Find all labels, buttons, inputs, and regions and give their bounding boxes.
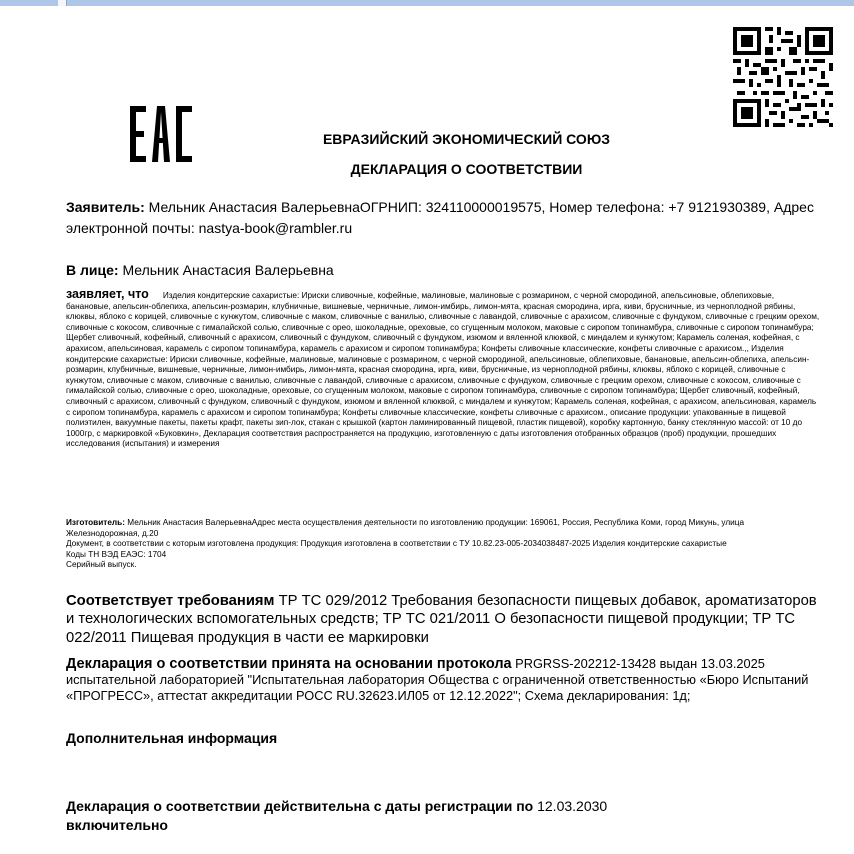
requirements-section bbox=[66, 592, 820, 647]
eac-logo bbox=[130, 106, 194, 162]
representative-text: Мельник Анастасия Валерьевна bbox=[118, 262, 334, 278]
declaration-section bbox=[66, 289, 820, 450]
window-tab[interactable] bbox=[58, 0, 67, 6]
manufacturer-section bbox=[66, 518, 820, 571]
validity-suffix: включительно bbox=[66, 817, 168, 833]
applicant-section bbox=[66, 197, 820, 239]
tn-ved-codes: Коды ТН ВЭД ЕАЭС: 1704 bbox=[66, 549, 167, 559]
org-title: ЕВРАЗИЙСКИЙ ЭКОНОМИЧЕСКИЙ СОЮЗ bbox=[322, 131, 611, 147]
manufacturer-text: Мельник Анастасия ВалерьевнаАдрес места осуществления деятельности по изготовлению продукции: 169061, Россия, Республика Коми, город Микунь, улица Железнодорожная, д.20 bbox=[66, 518, 745, 538]
window-top-bar bbox=[0, 0, 854, 6]
validity-date: 12.03.2030 bbox=[533, 798, 608, 814]
normative-document: Документ, в соответствии с которым изготовлена продукция: Продукция изготовлена в соответствии с ТУ 10.82.23-005-2034038487-2025 Изделия кондитерские сахаристые bbox=[66, 539, 727, 548]
qr-code bbox=[733, 27, 833, 127]
basis-label: Декларация о соответствии принята на основании протокола bbox=[66, 656, 512, 672]
representative-label: В лице: bbox=[66, 262, 119, 278]
validity-label: Декларация о соответствии действительна с даты регистрации по bbox=[66, 798, 534, 814]
validity-section bbox=[66, 797, 820, 835]
additional-info-heading: Дополнительная информация bbox=[66, 730, 278, 746]
applicant-label: Заявитель: bbox=[66, 199, 145, 215]
manufacturer-label: Изготовитель: bbox=[66, 518, 125, 527]
declares-text: Изделия кондитерские сахаристые: Ириски сливочные, кофейные, малиновые, малиновые с розмарином, с черной смородиной, апельсиновые, облепиховые, банановые, апельсин-облепиха, апельсин-розмарин, клубничные, вишневые, черничные, лимон-имбирь, лимон-мята, красная смородина, ирга, киви, брусничные, из черноплодной рябины, клюквы, яблоко с корицей, сливочные с кунжутом, сливочные с маком, сливочные с ванилью, сливочные с лавандой, сливочные с арахисом, сливочные с фундуком, сливочные с грецким орехом, сливочные с кокосом, сливочные с гималайской солью, сливочные с орео, шоколадные, ореховые, со сгущенным молоком, маковые с сиропом топинамбура, сливочные с сиропом топинамбура; Щербет сливочный, кофейный, сливочный с арахисом, сливочный с фундуком, сливочный с фундуком, изюмом и вяленной клюквой, с миндалем и кунжутом; Карамель соленая, кофейная, с арахисом, апельсиновая, карамель с сиропом топинамбура, карамель с арахисом и сиропом топинамбура; Конфеты сливочные классические, конфеты сливочные с арахисом.,, Изделия кондитерские сахаристые: Ириски сливочные, кофейные, малиновые, малиновые с розмарином, с черной смородиной, апельсиновые, облепиховые, банановые, апельсин-облепиха, апельсин-розмарин, клубничные, вишневые, черничные, лимон-имбирь, лимон-мята, красная смородина, ирга, киви, брусничные, из черноплодной рябины, клюквы, яблоко с корицей, сливочные с кунжутом, сливочные с маком, сливочные с ванилью, сливочные с лавандой, сливочные с арахисом, сливочные с фундуком, сливочные с грецким орехом, сливочные с кокосом, сливочные с гималайской солью, сливочные с орео, шоколадные, ореховые, со сгущенным молоком, маковые с сиропом топинамбура, сливочные с сиропом топинамбура; Щербет сливочный, кофейный, сливочный с арахисом, сливочный с фундуком, сливочный с фундуком, изюмом и вяленной клюквой, с миндалем и кунжутом; Карамель соленая, кофейная, с арахисом, апельсиновая, карамель с сиропом топинамбура, карамель с арахисом и сиропом топинамбура; Конфеты сливочные классические, конфеты сливочные с арахисом., описание продукции: упакованные в пищевой полиэтилен, вакуумные пакеты, пакеты крафт, пакеты зип-лок, стакан с крышкой (картон ламинированный пищевой, пластик пищевой), коробку картонную, банку стеклянную массой: от 10 до 1000гр, с маркировкой «Буковкин», Декларация соответствия распространяется на продукцию, изготовленную с даты изготовления отобранных образцов (проб) продукции, прошедших исследования (испытания) и измерения bbox=[66, 291, 820, 449]
basis-text: PRGRSS-202212-13428 выдан 13.03.2025 испытательной лабораторией "Испытательная лаборатория Общества с ограниченной ответственностью «Бюро Испытаний «ПРОГРЕСС», аттестат аккредитации РОСС RU.32623.ИЛ05 от 12.12.2022"; Схема декларирования: 1д; bbox=[66, 656, 809, 703]
serial-release: Серийный выпуск. bbox=[66, 560, 137, 569]
requirements-text: ТР ТС 029/2012 Требования безопасности пищевых добавок, ароматизаторов и технологических вспомогательных средств; ТР ТС 021/2011 О безопасности пищевой продукции; ТР ТС 022/2011 Пищевая продукция в части ее маркировки bbox=[66, 593, 817, 646]
applicant-text: Мельник Анастасия ВалерьевнаОГРНИП: 324110000019575, Номер телефона: +7 9121930389, Адрес электронной почты: nastya-book@rambler.ru bbox=[66, 199, 814, 236]
declares-label: заявляет, что bbox=[66, 287, 149, 301]
requirements-label: Соответствует требованиям bbox=[66, 593, 275, 609]
basis-section bbox=[66, 656, 820, 704]
representative-section bbox=[66, 261, 820, 279]
document-title: ДЕКЛАРАЦИЯ О СООТВЕТСТВИИ bbox=[350, 161, 583, 177]
